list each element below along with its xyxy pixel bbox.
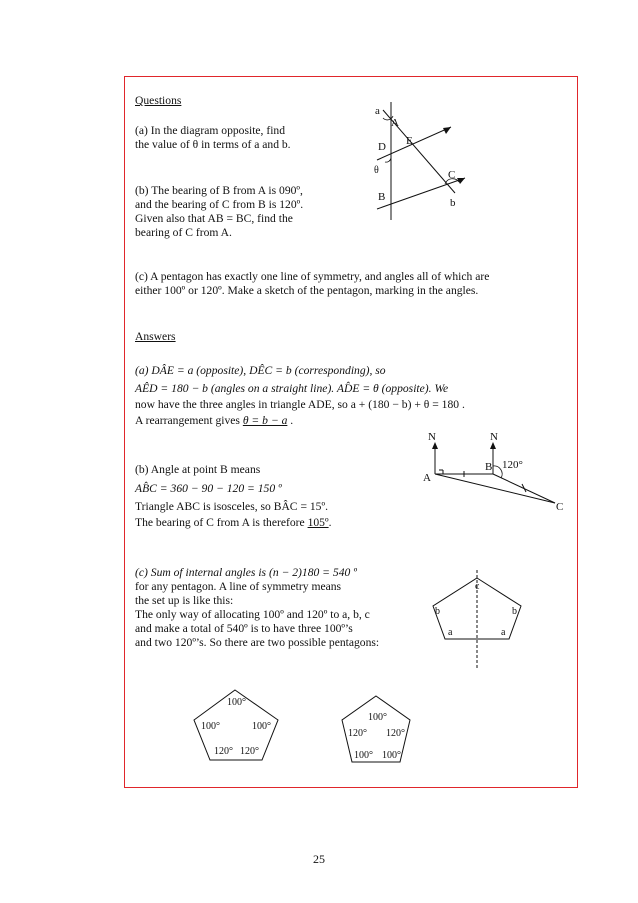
pentagon-1 <box>190 686 290 766</box>
diagram2-label-C: C <box>556 501 564 513</box>
question-b-line-1: (b) The bearing of B from A is 090º, <box>135 184 303 197</box>
question-b-line-2: and the bearing of C from B is 120º. <box>135 198 304 211</box>
question-a-line-2: the value of θ in terms of a and b. <box>135 138 291 151</box>
answer-c-line-1: (c) Sum of internal angles is (n − 2)180 = 540 º <box>135 566 357 579</box>
answer-a-line-1: (a) DÂE = a (opposite), DÊC = b (corresponding), so <box>135 364 386 377</box>
answer-a-line-4 <box>135 414 293 428</box>
diagram1-label-a: a <box>375 105 380 117</box>
diagram1-label-B: B <box>378 191 386 203</box>
page-number: 25 <box>313 852 325 866</box>
pentagon-2-left: 120° <box>348 728 367 739</box>
answer-b-line-4-prefix: The bearing of C from A is therefore <box>135 516 308 529</box>
diagram2-label-N1: N <box>428 431 436 443</box>
question-a-line-1: (a) In the diagram opposite, find <box>135 124 286 137</box>
answer-c-line-4: The only way of allocating 100º and 120º to a, b, c <box>135 608 370 621</box>
diagram3-label-b-left: b <box>435 606 440 617</box>
pentagon-2-bottom-right: 100° <box>382 750 401 761</box>
answer-b-line-2: AB̂C = 360 − 90 − 120 = 150 º <box>135 482 282 495</box>
diagram1-label-b: b <box>450 197 456 209</box>
parallel-lines-diagram <box>355 98 475 223</box>
answer-c-line-6: and two 120º’s. So there are two possible pentagons: <box>135 636 380 649</box>
diagram1-label-D: D <box>378 141 386 153</box>
diagram2-label-B: B <box>485 461 493 473</box>
diagram3-label-a-right: a <box>501 627 506 638</box>
pentagon-2-top: 100° <box>368 712 387 723</box>
question-c-line-2: either 100º or 120º. Make a sketch of the pentagon, marking in the angles. <box>135 284 479 297</box>
answer-b-line-4-suffix: . <box>328 516 332 529</box>
diagram1-label-C: C <box>448 169 456 181</box>
pentagon-1-right: 100° <box>252 721 271 732</box>
question-c-line-1: (c) A pentagon has exactly one line of symmetry, and angles all of which are <box>135 270 490 283</box>
answer-a-line-4-prefix: A rearrangement gives <box>135 414 243 427</box>
diagram3-label-c: c <box>475 581 480 592</box>
answer-c-line-5: and make a total of 540º is to have three 100º’s <box>135 622 353 635</box>
pentagon-1-bottom-left: 120° <box>214 746 233 757</box>
symmetric-pentagon-diagram <box>420 568 540 670</box>
pentagon-1-bottom-right: 120° <box>240 746 259 757</box>
questions-heading: Questions <box>135 94 182 107</box>
answer-b-line-4 <box>135 516 331 530</box>
answer-c-line-2: for any pentagon. A line of symmetry means <box>135 580 342 593</box>
pentagon-2 <box>338 692 418 768</box>
diagram3-label-a-left: a <box>448 627 453 638</box>
answer-b-line-1: (b) Angle at point B means <box>135 463 261 476</box>
diagram1-label-A: A <box>391 117 399 129</box>
diagram2-label-N2: N <box>490 431 498 443</box>
pentagon-1-top: 100° <box>227 697 246 708</box>
answer-b-result: 105º <box>307 516 329 529</box>
pentagon-2-bottom-left: 100° <box>354 750 373 761</box>
answer-b-line-3: Triangle ABC is isosceles, so BÂC = 15º. <box>135 500 328 513</box>
diagram1-label-theta: θ <box>374 165 379 176</box>
diagram1-label-E: E <box>406 135 413 147</box>
diagram3-label-b-right: b <box>512 606 517 617</box>
question-b-line-4: bearing of C from A. <box>135 226 232 239</box>
answer-a-result: θ = b − a <box>242 414 288 427</box>
answer-c-line-3: the set up is like this: <box>135 594 234 607</box>
pentagon-2-right: 120° <box>386 728 405 739</box>
pentagon-1-left: 100° <box>201 721 220 732</box>
question-b-line-3: Given also that AB = BC, find the <box>135 212 293 225</box>
bearing-diagram <box>415 428 570 516</box>
answer-a-line-3: now have the three angles in triangle ADE, so a + (180 − b) + θ = 180 . <box>135 398 465 411</box>
answer-a-line-2: AÊD = 180 − b (angles on a straight line). AD̂E = θ (opposite). We <box>135 382 449 395</box>
answers-heading: Answers <box>135 330 176 343</box>
diagram2-label-120: 120° <box>502 459 523 471</box>
diagram2-label-A: A <box>423 472 431 484</box>
answer-a-line-4-suffix: . <box>287 414 294 427</box>
